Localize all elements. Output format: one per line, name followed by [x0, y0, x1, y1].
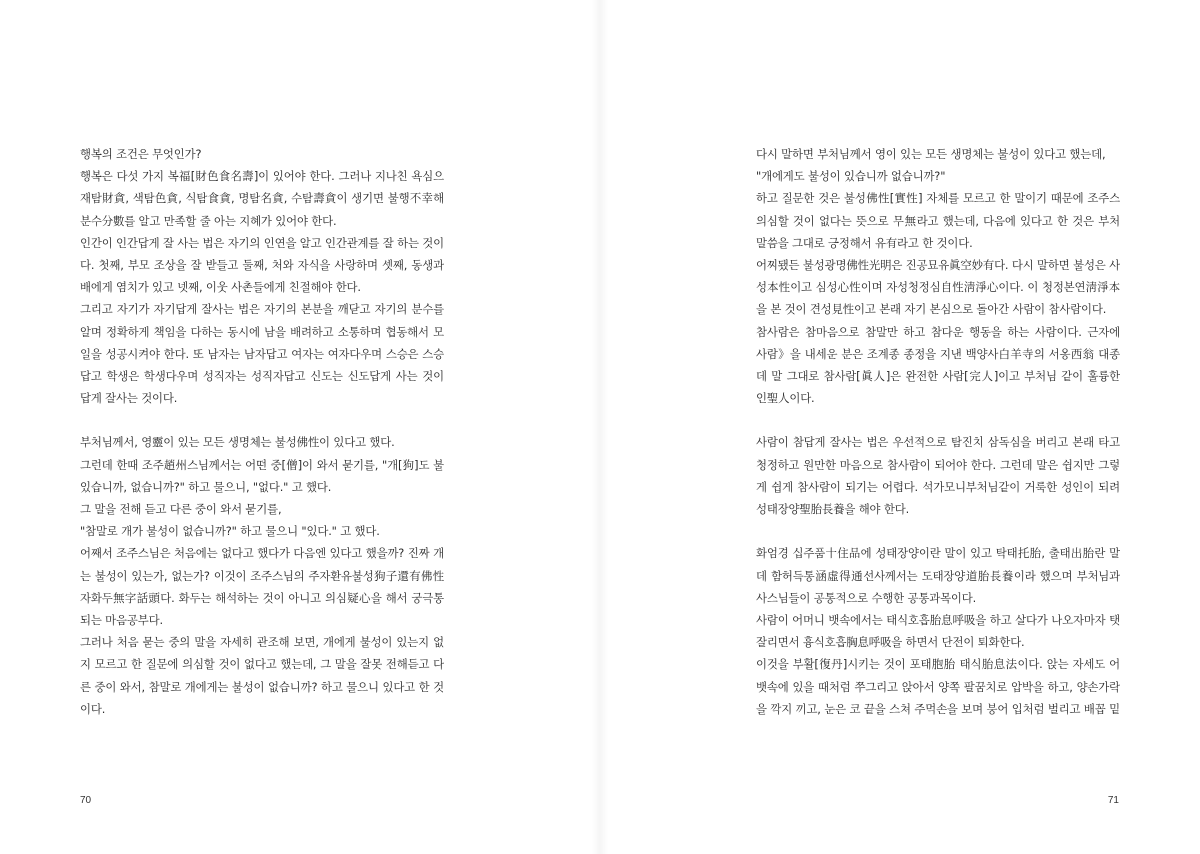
left-page-body	[80, 143, 444, 720]
text-line: 그러나 처음 묻는 중의 말을 자세히 관조해 보면, 개에게 불성이 있는지 없	[80, 635, 444, 650]
text-line: 어째서 조주스님은 처음에는 없다고 했다가 다음엔 있다고 했을까? 진짜 개	[80, 546, 444, 561]
paragraph-spacer	[756, 520, 1120, 542]
text-line: 뱃속에 있을 때처럼 쭈그리고 앉아서 양쪽 팔꿈치로 압박을 하고, 양손가락	[756, 679, 1120, 694]
text-line: 배에게 염치가 있고 넷째, 이웃 사촌들에게 친절해야 한다.	[80, 280, 361, 295]
paragraph-spacer	[80, 409, 444, 431]
text-line: 청정하고 원만한 마음으로 참사람이 되어야 한다. 그런데 말은 쉽지만 그렇	[756, 457, 1120, 472]
text-line: 다시 말하면 부처님께서 영이 있는 모든 생명체는 불성이 있다고 했는데,	[756, 147, 1106, 161]
text-line: 성태장양聖胎長養을 해야 한다.	[756, 502, 910, 516]
text-line: 분수分數를 알고 만족할 줄 아는 지혜가 있어야 한다.	[80, 213, 337, 228]
text-line: 행복은 다섯 가지 복福[財色食名壽]이 있어야 한다. 그러나 지나친 욕심으	[80, 169, 444, 184]
text-line: 데 말 그대로 참사람[眞人]은 완전한 사람[完人]이고 부처님 같이 훌륭한	[756, 368, 1120, 383]
text-line: 사람이 어머니 뱃속에서는 태식호흡胎息呼吸을 하고 살다가 나오자마자 탯	[756, 612, 1120, 627]
text-line: 사람이 참답게 잘사는 법은 우선적으로 탐진치 삼독심을 버리고 본래 타고	[756, 435, 1120, 450]
text-line: 이것을 부활[復丹]시키는 것이 포태胞胎 태식胎息法이다. 앉는 자세도 어	[756, 657, 1120, 672]
text-line: 성本性이고 심성心性이며 자성청정심自性淸淨心이다. 이 청정본연淸淨本	[756, 280, 1120, 295]
text-line: 하고 질문한 것은 불성佛性[實性] 자체를 모르고 한 말이기 때문에 조주스	[756, 191, 1120, 206]
text-line: 행복의 조건은 무엇인가?	[80, 147, 202, 161]
right-page-body	[756, 143, 1120, 720]
text-line: 참사람은 참마음으로 참말만 하고 참다운 행동을 하는 사람이다. 근자에	[756, 324, 1120, 339]
text-line: 말씀을 그대로 긍정해서 유有라고 한 것이다.	[756, 235, 973, 250]
right-page	[600, 0, 1200, 854]
text-line: 그런데 한때 조주趙州스님께서는 어떤 중[僧]이 와서 묻기를, "개[狗]도 불	[80, 457, 444, 472]
text-line: 을 본 것이 견성見性이고 본래 자기 본심으로 돌아간 사람이 참사람이다.	[756, 302, 1107, 317]
text-line: 인간이 인간답게 잘 사는 법은 자기의 인연을 알고 인간관계를 잘 하는 것이	[80, 235, 444, 250]
text-line: 답고 학생은 학생다우며 성직자는 성직자답고 신도는 신도답게 사는 것이	[80, 368, 444, 383]
text-line: 의심할 것이 없다는 뜻으로 무無라고 했는데, 다음에 있다고 한 것은 부처	[756, 213, 1120, 228]
text-line: 답게 잘사는 것이다.	[80, 391, 178, 406]
text-line: 되는 마음공부다.	[80, 612, 163, 627]
text-line: 부처님께서, 영靈이 있는 모든 생명체는 불성佛性이 있다고 했다.	[80, 435, 395, 450]
right-page-number: 71	[1107, 795, 1119, 806]
text-line: 화엄경 십주품十住品에 성태장양이란 말이 있고 탁태托胎, 출태出胎란 말	[756, 546, 1120, 561]
paragraph-spacer	[756, 409, 1120, 431]
text-line: 사람》을 내세운 분은 조계종 종정을 지낸 백양사白羊寺의 서옹西翁 대종	[756, 346, 1120, 361]
text-line: 그리고 자기가 자기답게 잘사는 법은 자기의 본분을 깨닫고 자기의 분수를	[80, 302, 444, 317]
text-line: 어찌됐든 불성광명佛性光明은 진공묘유眞空妙有다. 다시 말하면 불성은 사	[756, 257, 1120, 272]
text-line: 그 말을 전해 듣고 다른 중이 와서 묻기를,	[80, 502, 282, 516]
text-line: 는 불성이 있는가, 없는가? 이것이 조주스님의 주자환유불성狗子還有佛性	[80, 568, 444, 583]
text-line: 을 깍지 끼고, 눈은 코 끝을 스쳐 주먹손을 보며 붕어 입처럼 벌리고 배꼽 밑	[756, 701, 1120, 716]
text-line: 자화두無字話頭다. 화두는 해석하는 것이 아니고 의심疑心을 해서 궁극통	[80, 590, 444, 605]
text-line: 이다.	[80, 701, 106, 716]
text-line: 데 함허득통涵虛得通선사께서는 도태장양道胎長養이라 했으며 부처님과	[756, 568, 1120, 583]
text-line: 인聖人이다.	[756, 391, 815, 406]
text-line: "참말로 개가 불성이 없습니까?" 하고 물으니 "있다." 고 했다.	[80, 524, 380, 539]
text-line: 있습니까, 없습니까?" 하고 물으니, "없다." 고 했다.	[80, 479, 332, 494]
text-line: "개에게도 불성이 있습니까 없습니까?"	[756, 169, 946, 184]
text-line: 지 모르고 한 질문에 의심할 것이 없다고 했는데, 그 말을 잘못 전해듣고 다	[80, 657, 444, 672]
text-line: 재탐財貪, 색탐色貪, 식탐食貪, 명탐名貪, 수탐壽貪이 생기면 불행不幸해	[80, 191, 444, 206]
text-line: 사스님들이 공통적으로 수행한 공통과목이다.	[756, 590, 977, 605]
text-line: 일을 성공시켜야 한다. 또 남자는 남자답고 여자는 여자다우며 스승은 스승	[80, 346, 444, 361]
text-line: 잘리면서 흉식호흡胸息呼吸을 하면서 단전이 퇴화한다.	[756, 635, 1025, 650]
left-page-number: 70	[80, 795, 92, 806]
text-line: 알며 정확하게 책임을 다하는 동시에 남을 배려하고 소통하며 협동해서 모	[80, 324, 444, 339]
text-line: 다. 첫째, 부모 조상을 잘 받들고 둘째, 처와 자식을 사랑하며 셋째, 동생과	[80, 257, 444, 272]
text-line: 른 중이 와서, 참말로 개에게는 불성이 없습니까? 하고 물으니 있다고 한 것	[80, 679, 444, 694]
text-line: 게 쉽게 참사람이 되기는 어렵다. 석가모니부처님같이 거룩한 성인이 되려	[756, 479, 1120, 494]
